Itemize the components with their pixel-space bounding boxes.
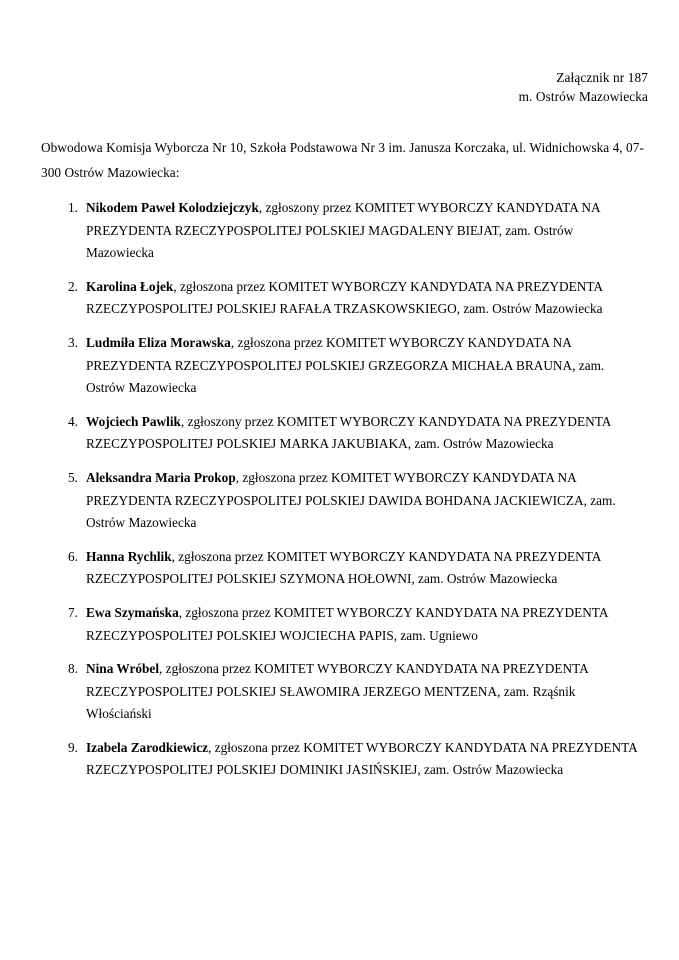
member-nomination-text: , zgłoszona przez KOMITET WYBORCZY KANDYDATA NA PREZYDENTA RZECZYPOSPOLITEJ POLSKIEJ RAFAŁA TRZASKOWSKIEGO, zam. Ostrów Mazowiecka (86, 278, 603, 317)
member-nomination-text: , zgłoszona przez KOMITET WYBORCZY KANDYDATA NA PREZYDENTA RZECZYPOSPOLITEJ POLSKIEJ SŁAWOMIRA JERZEGO MENTZENA, zam. Rząśnik Włościański (86, 661, 589, 722)
list-item-number: 2. (68, 278, 78, 294)
attachment-number: Załącznik nr 187 (556, 70, 648, 85)
member-nomination-text: , zgłoszona przez KOMITET WYBORCZY KANDYDATA NA PREZYDENTA RZECZYPOSPOLITEJ POLSKIEJ DAWIDA BOHDANA JACKIEWICZA, zam. Ostrów Mazowiecka (86, 469, 616, 531)
list-item (41, 467, 641, 535)
list-item-number: 3. (68, 334, 78, 350)
list-item-number: 7. (68, 604, 78, 620)
list-item-number: 4. (68, 413, 78, 429)
list-item-number: 8. (68, 661, 78, 677)
member-nomination-text: , zgłoszona przez KOMITET WYBORCZY KANDYDATA NA PREZYDENTA RZECZYPOSPOLITEJ POLSKIEJ SZYMONA HOŁOWNI, zam. Ostrów Mazowiecka (86, 548, 601, 587)
list-item-number: 9. (68, 739, 78, 755)
list-item-number: 5. (68, 469, 78, 485)
list-item (41, 276, 641, 321)
list-item-number: 6. (68, 548, 78, 564)
member-nomination-text: , zgłoszony przez KOMITET WYBORCZY KANDYDATA NA PREZYDENTA RZECZYPOSPOLITEJ POLSKIEJ MAGDALENY BIEJAT, zam. Ostrów Mazowiecka (86, 200, 600, 261)
members-list (41, 197, 641, 782)
list-item (41, 546, 641, 591)
member-name: Karolina Łojek (86, 278, 174, 294)
member-nomination-text: , zgłoszony przez KOMITET WYBORCZY KANDYDATA NA PREZYDENTA RZECZYPOSPOLITEJ POLSKIEJ MARKA JAKUBIAKA, zam. Ostrów Mazowiecka (86, 413, 611, 452)
member-name: Ewa Szymańska (86, 604, 179, 620)
list-item (41, 411, 641, 456)
member-name: Ludmiła Eliza Morawska (86, 334, 231, 350)
member-name: Nikodem Paweł Kolodziejczyk (86, 200, 259, 215)
member-name: Aleksandra Maria Prokop (86, 469, 236, 485)
list-item (41, 197, 641, 265)
member-name: Wojciech Pawlik (86, 413, 181, 429)
list-item (41, 602, 641, 647)
list-item-number: 1. (68, 200, 78, 215)
list-item (41, 658, 641, 726)
member-nomination-text: , zgłoszona przez KOMITET WYBORCZY KANDYDATA NA PREZYDENTA RZECZYPOSPOLITEJ POLSKIEJ DOMINIKI JASIŃSKIEJ, zam. Ostrów Mazowiecka (86, 739, 638, 778)
attachment-header (519, 68, 648, 106)
member-name: Hanna Rychlik (86, 548, 172, 564)
member-name: Nina Wróbel (86, 661, 160, 677)
list-item (41, 332, 641, 400)
member-name: Izabela Zarodkiewicz (86, 739, 209, 755)
member-nomination-text: , zgłoszona przez KOMITET WYBORCZY KANDYDATA NA PREZYDENTA RZECZYPOSPOLITEJ POLSKIEJ GRZEGORZA MICHAŁA BRAUNA, zam. Ostrów Mazowiecka (86, 334, 605, 396)
commission-intro-paragraph: Obwodowa Komisja Wyborcza Nr 10, Szkoła Podstawowa Nr 3 im. Janusza Korczaka, ul. Widnichowska 4, 07-300 Ostrów Mazowiecka: (41, 140, 644, 181)
member-nomination-text: , zgłoszona przez KOMITET WYBORCZY KANDYDATA NA PREZYDENTA RZECZYPOSPOLITEJ POLSKIEJ WOJCIECHA PAPIS, zam. Ugniewo (86, 604, 608, 643)
municipality-name: m. Ostrów Mazowiecka (518, 89, 648, 104)
list-item (41, 737, 641, 782)
